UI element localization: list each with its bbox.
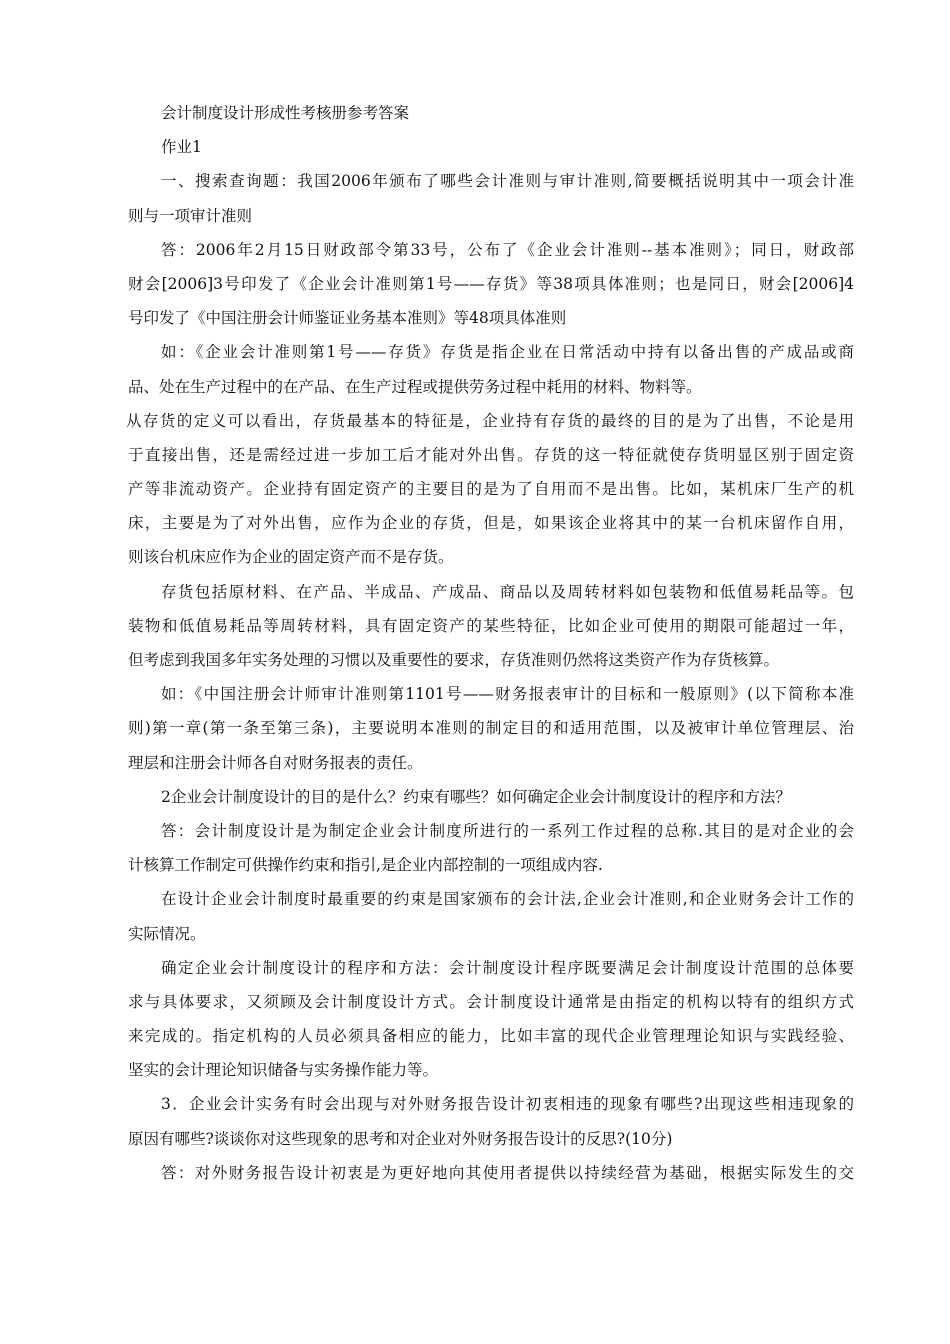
paragraph-line: 答：2006年2月15日财政部令第33号，公布了《企业会计准则--基本准则》；同日，财政部: [161, 240, 854, 259]
paragraph-line: 则与一项审计准则: [128, 206, 253, 225]
paragraph-line: 则该台机床应作为企业的固定资产而不是存货。: [128, 548, 454, 567]
paragraph-line: 财会[2006]3号印发了《企业会计准则第1号——存货》等38项具体准则；也是同日，财会[2006]4: [128, 274, 854, 293]
paragraph-line: 从存货的定义可以看出，存货最基本的特征是，企业持有存货的最终的目的是为了出售，不论是用: [126, 411, 854, 430]
document-title: 会计制度设计形成性考核册参考答案: [161, 104, 410, 122]
paragraph-line: 品、处在生产过程中的在产品、在生产过程或提供劳务过程中耗用的材料、物料等。: [128, 377, 702, 396]
paragraph-line: 如：《中国注册会计师审计准则第1101号——财务报表审计的目标和一般原则》(以下简称本准: [161, 685, 854, 704]
paragraph-line: 则)第一章(第一条至第三条)，主要说明本准则的制定目的和适用范围，以及被审计单位管理层、治: [128, 719, 854, 738]
assignment-heading: 作业1: [161, 138, 202, 157]
paragraph-line: 原因有哪些?谈谈你对这些现象的思考和对企业对外财务报告设计的反思?(10分): [128, 1129, 673, 1148]
paragraph-line: 产等非流动资产。企业持有固定资产的主要目的是为了自用而不是出售。比如，某机床厂生产的机: [128, 480, 854, 499]
paragraph-line: 装物和低值易耗品等周转材料，具有固定资产的某些特征，比如企业可使用的期限可能超过一年，: [128, 616, 854, 635]
question-heading: 2企业会计制度设计的目的是什么？约束有哪些？如何确定企业会计制度设计的程序和方法？: [161, 787, 791, 806]
paragraph-line: 号印发了《中国注册会计师鉴证业务基本准则》等48项具体准则: [128, 309, 567, 328]
paragraph-line: 求与具体要求，又须顾及会计制度设计方式。会计制度设计通常是由指定的机构以特有的组织方式: [128, 992, 854, 1011]
paragraph-line: 于直接出售，还是需经过进一步加工后才能对外出售。存货的这一特征就使存货明显区别于固定资: [128, 445, 854, 464]
paragraph-line: 实际情况。: [128, 924, 206, 943]
paragraph-line: 来完成的。指定机构的人员必须具备相应的能力，比如丰富的现代企业管理理论知识与实践经验、: [128, 1027, 854, 1046]
paragraph-line: 如：《企业会计准则第1号——存货》存货是指企业在日常活动中持有以备出售的产成品或商: [161, 343, 854, 362]
paragraph-line: 答：会计制度设计是为制定企业会计制度所进行的一系列工作过程的总称.其目的是对企业的会: [161, 821, 854, 840]
paragraph-line: 但考虑到我国多年实务处理的习惯以及重要性的要求，存货准则仍然将这类资产作为存货核算。: [128, 651, 780, 669]
paragraph-line: 理层和注册会计师各自对财务报表的责任。: [128, 753, 423, 772]
paragraph-line: 坚实的会计理论知识储备与实务操作能力等。: [128, 1061, 439, 1080]
paragraph-line: 床，主要是为了对外出售，应作为企业的存货，但是，如果该企业将其中的某一台机床留作自用，: [128, 514, 854, 533]
paragraph-line: 存货包括原材料、在产品、半成品、产成品、商品以及周转材料如包装物和低值易耗品等。包: [161, 582, 854, 601]
paragraph-line: 在设计企业会计制度时最重要的约束是国家颁布的会计法,企业会计准则,和企业财务会计工作的: [161, 890, 854, 909]
paragraph-line: 一、搜索查询题：我国2006年颁布了哪些会计准则与审计准则,简要概括说明其中一项会计准: [161, 172, 854, 191]
paragraph-line: 答：对外财务报告设计初衷是为更好地向其使用者提供以持续经营为基础，根据实际发生的交: [161, 1163, 854, 1182]
paragraph-line: 计核算工作制定可供操作约束和指引,是企业内部控制的一项组成内容.: [128, 856, 603, 875]
document-body: [128, 96, 854, 1190]
paragraph-line: 确定企业会计制度设计的程序和方法：会计制度设计程序既要满足会计制度设计范围的总体要: [161, 958, 854, 977]
question-heading: 3．企业会计实务有时会出现与对外财务报告设计初衷相违的现象有哪些?出现这些相违现象的: [161, 1095, 854, 1114]
